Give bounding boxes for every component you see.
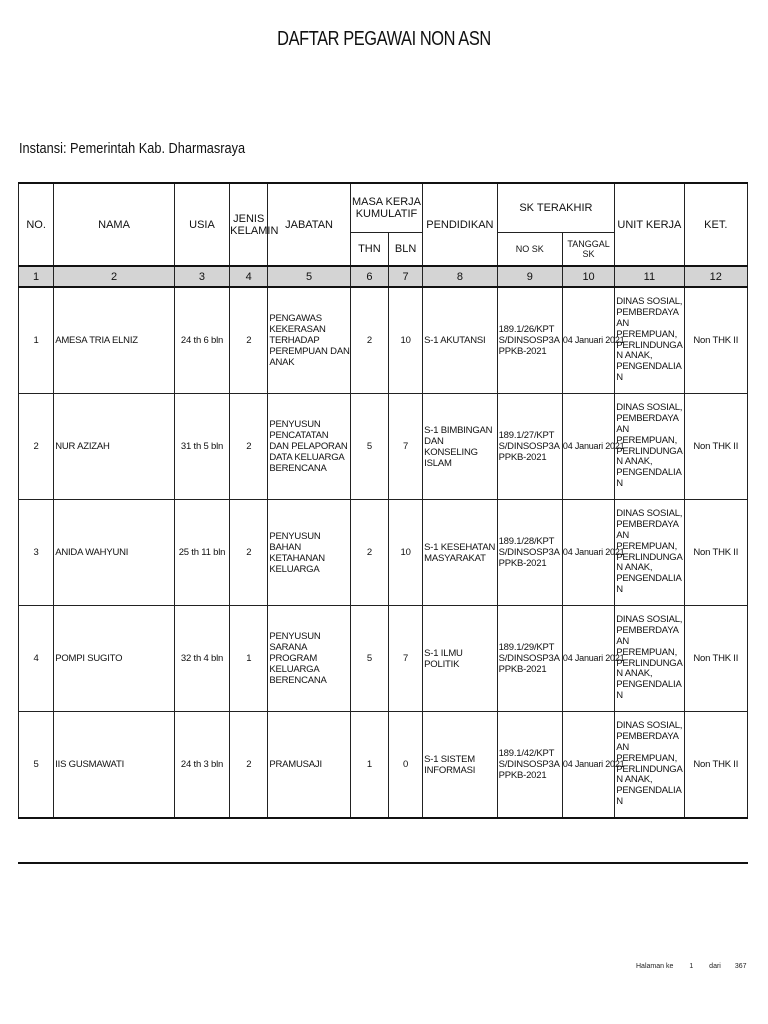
cell-usia [174, 287, 229, 394]
column-number: 10 [562, 266, 614, 287]
header-ket: KET. [684, 183, 747, 266]
cell-bln [388, 712, 422, 819]
cell-no-sk [497, 606, 562, 712]
cell-pendidikan-text: S-1 AKUTANSI [424, 335, 486, 346]
cell-pendidikan-text: S-1 SISTEM INFORMASI [424, 753, 476, 776]
cell-ket-text: Non THK II [693, 441, 739, 452]
cell-bln [388, 394, 422, 500]
cell-thn-text: 5 [366, 441, 372, 452]
cell-no-sk-text: 189.1/27/KPTS/DINSOSP3APPKB-2021 [498, 430, 560, 463]
cell-jabatan [268, 606, 350, 712]
cell-thn-text: 2 [366, 547, 372, 558]
cell-jenis-kelamin-text: 2 [246, 759, 252, 770]
cell-bln-text: 7 [403, 653, 409, 664]
cell-thn-text: 1 [366, 759, 372, 770]
cell-bln-text: 0 [403, 759, 409, 770]
cell-no-sk-text: 189.1/29/KPTS/DINSOSP3APPKB-2021 [498, 642, 560, 675]
table-row [19, 394, 748, 500]
cell-ket-text: Non THK II [693, 547, 739, 558]
cell-usia-text: 25 th 11 bln [178, 547, 226, 558]
cell-nama [54, 606, 175, 712]
cell-thn [350, 287, 388, 394]
cell-nama-text: NUR AZIZAH [55, 441, 110, 452]
cell-usia-text: 24 th 3 bln [180, 759, 224, 770]
cell-no-sk-text: 189.1/42/KPTS/DINSOSP3APPKB-2021 [498, 748, 560, 781]
footer-page-number: 1 [689, 963, 694, 970]
column-number: 8 [423, 266, 497, 287]
cell-nama-text: IIS GUSMAWATI [55, 759, 125, 770]
cell-jabatan [268, 287, 350, 394]
header-jabatan: JABATAN [268, 183, 350, 266]
cell-no [19, 606, 54, 712]
cell-unit-kerja-text: DINAS SOSIAL, PEMBERDAYAAN PEREMPUAN, PERLINDUNGAN ANAK, PENGENDALIAN [616, 508, 683, 595]
cell-bln [388, 606, 422, 712]
header-tanggal-sk: TANGGAL SK [562, 232, 614, 266]
header-nama: NAMA [54, 183, 175, 266]
cell-ket [684, 287, 747, 394]
cell-unit-kerja [615, 287, 684, 394]
cell-no-text: 4 [33, 653, 39, 664]
cell-tanggal-sk-text: 04 Januari 2021 [562, 441, 625, 451]
cell-jenis-kelamin [230, 712, 268, 819]
employee-table [18, 182, 748, 819]
cell-unit-kerja-text: DINAS SOSIAL, PEMBERDAYAAN PEREMPUAN, PERLINDUNGAN ANAK, PENGENDALIAN [616, 402, 683, 489]
cell-no [19, 287, 54, 394]
cell-pendidikan-text: S-1 ILMU POLITIK [424, 647, 463, 670]
instansi-line [19, 140, 245, 157]
cell-jabatan [268, 394, 350, 500]
table-row [19, 712, 748, 819]
cell-tanggal-sk-text: 04 Januari 2021 [562, 547, 625, 557]
table-row [19, 500, 748, 606]
header-masa-kerja: MASA KERJA KUMULATIF [350, 183, 422, 232]
page-title: DAFTAR PEGAWAI NON ASN [277, 28, 491, 50]
cell-usia [174, 500, 229, 606]
cell-thn [350, 500, 388, 606]
header-jenis-kelamin: JENIS KELAMIN [230, 183, 268, 266]
page-footer [636, 963, 747, 970]
cell-nama-text: AMESA TRIA ELNIZ [55, 335, 138, 346]
cell-pendidikan [423, 712, 497, 819]
cell-bln-text: 10 [400, 335, 411, 346]
column-number: 1 [19, 266, 54, 287]
cell-nama [54, 500, 175, 606]
cell-ket [684, 712, 747, 819]
cell-jabatan [268, 500, 350, 606]
cell-pendidikan-text: S-1 KESEHATAN MASYARAKAT [424, 541, 496, 564]
cell-pendidikan [423, 500, 497, 606]
bottom-rule [18, 862, 748, 864]
cell-usia [174, 712, 229, 819]
table-row [19, 287, 748, 394]
cell-nama [54, 394, 175, 500]
cell-ket [684, 394, 747, 500]
column-number: 12 [684, 266, 747, 287]
cell-tanggal-sk-text: 04 Januari 2021 [562, 335, 625, 345]
cell-pendidikan [423, 394, 497, 500]
column-number: 3 [174, 266, 229, 287]
cell-tanggal-sk [562, 606, 625, 712]
table-row [19, 606, 748, 712]
cell-thn [350, 712, 388, 819]
cell-thn-text: 2 [366, 335, 372, 346]
cell-tanggal-sk [562, 500, 625, 606]
cell-unit-kerja [615, 712, 684, 819]
cell-tanggal-sk [562, 287, 625, 394]
cell-usia [174, 394, 229, 500]
cell-jenis-kelamin [230, 606, 268, 712]
cell-no [19, 712, 54, 819]
cell-no [19, 394, 54, 500]
cell-unit-kerja [615, 606, 684, 712]
cell-pendidikan [423, 606, 497, 712]
header-usia: USIA [174, 183, 229, 266]
cell-no-sk [497, 287, 562, 394]
cell-nama-text: POMPI SUGITO [55, 653, 123, 664]
header-no: NO. [19, 183, 54, 266]
cell-nama [54, 712, 175, 819]
column-number: 2 [54, 266, 175, 287]
header-pendidikan: PENDIDIKAN [423, 183, 497, 266]
cell-ket-text: Non THK II [693, 759, 739, 770]
cell-nama-text: ANIDA WAHYUNI [55, 547, 129, 558]
cell-unit-kerja-text: DINAS SOSIAL, PEMBERDAYAAN PEREMPUAN, PERLINDUNGAN ANAK, PENGENDALIAN [616, 720, 683, 807]
cell-jenis-kelamin [230, 394, 268, 500]
cell-tanggal-sk-text: 04 Januari 2021 [562, 759, 625, 769]
column-number: 4 [230, 266, 268, 287]
cell-no [19, 500, 54, 606]
cell-ket-text: Non THK II [693, 653, 739, 664]
cell-jenis-kelamin-text: 2 [246, 547, 252, 558]
cell-tanggal-sk [562, 712, 625, 819]
cell-no-sk [497, 500, 562, 606]
header-unit-kerja: UNIT KERJA [615, 183, 684, 266]
cell-usia-text: 31 th 5 bln [180, 441, 224, 452]
cell-jabatan-text: PENYUSUN PENCATATAN DAN PELAPORAN DATA KELUARGA BERENCANA [269, 419, 348, 474]
cell-tanggal-sk-text: 04 Januari 2021 [562, 653, 625, 663]
cell-thn [350, 606, 388, 712]
cell-no-text: 3 [33, 547, 39, 558]
cell-no-text: 1 [33, 335, 39, 346]
cell-no-sk-text: 189.1/28/KPTS/DINSOSP3APPKB-2021 [498, 536, 560, 569]
cell-ket [684, 500, 747, 606]
footer-halaman-label: Halaman ke [636, 963, 674, 970]
cell-usia-text: 24 th 6 bln [180, 335, 224, 346]
header-thn: THN [350, 232, 388, 266]
cell-unit-kerja [615, 500, 684, 606]
header-no-sk: NO SK [497, 232, 562, 266]
cell-nama [54, 287, 175, 394]
cell-ket-text: Non THK II [693, 335, 739, 346]
instansi-value: Pemerintah Kab. Dharmasraya [70, 140, 246, 157]
cell-bln [388, 287, 422, 394]
cell-no-sk [497, 712, 562, 819]
column-number-row [19, 266, 748, 287]
footer-total-pages: 367 [734, 963, 747, 970]
cell-bln-text: 7 [403, 441, 409, 452]
cell-jabatan-text: PENYUSUN BAHAN KETAHANAN KELUARGA [269, 530, 325, 575]
cell-pendidikan [423, 287, 497, 394]
cell-jabatan-text: PENYUSUN SARANA PROGRAM KELUARGA BERENCANA [269, 631, 327, 686]
cell-no-sk [497, 394, 562, 500]
cell-tanggal-sk [562, 394, 625, 500]
column-number: 6 [350, 266, 388, 287]
cell-bln [388, 500, 422, 606]
cell-jabatan-text: PENGAWAS KEKERASAN TERHADAP PEREMPUAN DAN ANAK [269, 313, 350, 368]
cell-unit-kerja-text: DINAS SOSIAL, PEMBERDAYAAN PEREMPUAN, PERLINDUNGAN ANAK, PENGENDALIAN [616, 296, 683, 383]
cell-no-text: 5 [33, 759, 39, 770]
column-number: 9 [497, 266, 562, 287]
cell-thn-text: 5 [366, 653, 372, 664]
cell-no-text: 2 [33, 441, 39, 452]
footer-dari-label: dari [709, 963, 721, 970]
cell-pendidikan-text: S-1 BIMBINGAN DAN KONSELING ISLAM [424, 424, 493, 469]
column-number: 5 [268, 266, 350, 287]
column-number: 11 [615, 266, 684, 287]
cell-bln-text: 10 [400, 547, 411, 558]
cell-thn [350, 394, 388, 500]
cell-usia-text: 32 th 4 bln [180, 653, 224, 664]
cell-unit-kerja [615, 394, 684, 500]
cell-usia [174, 606, 229, 712]
header-sk-terakhir: SK TERAKHIR [497, 183, 615, 232]
cell-unit-kerja-text: DINAS SOSIAL, PEMBERDAYAAN PEREMPUAN, PERLINDUNGAN ANAK, PENGENDALIAN [616, 614, 683, 701]
cell-jenis-kelamin [230, 500, 268, 606]
cell-jabatan-text: PRAMUSAJI [269, 759, 322, 770]
cell-jenis-kelamin-text: 2 [246, 441, 252, 452]
instansi-label: Instansi: [19, 140, 67, 157]
cell-jabatan [268, 712, 350, 819]
cell-no-sk-text: 189.1/26/KPTS/DINSOSP3APPKB-2021 [498, 324, 560, 357]
cell-jenis-kelamin [230, 287, 268, 394]
cell-ket [684, 606, 747, 712]
column-number: 7 [388, 266, 422, 287]
cell-jenis-kelamin-text: 2 [246, 335, 252, 346]
cell-jenis-kelamin-text: 1 [246, 653, 252, 664]
header-bln: BLN [388, 232, 422, 266]
